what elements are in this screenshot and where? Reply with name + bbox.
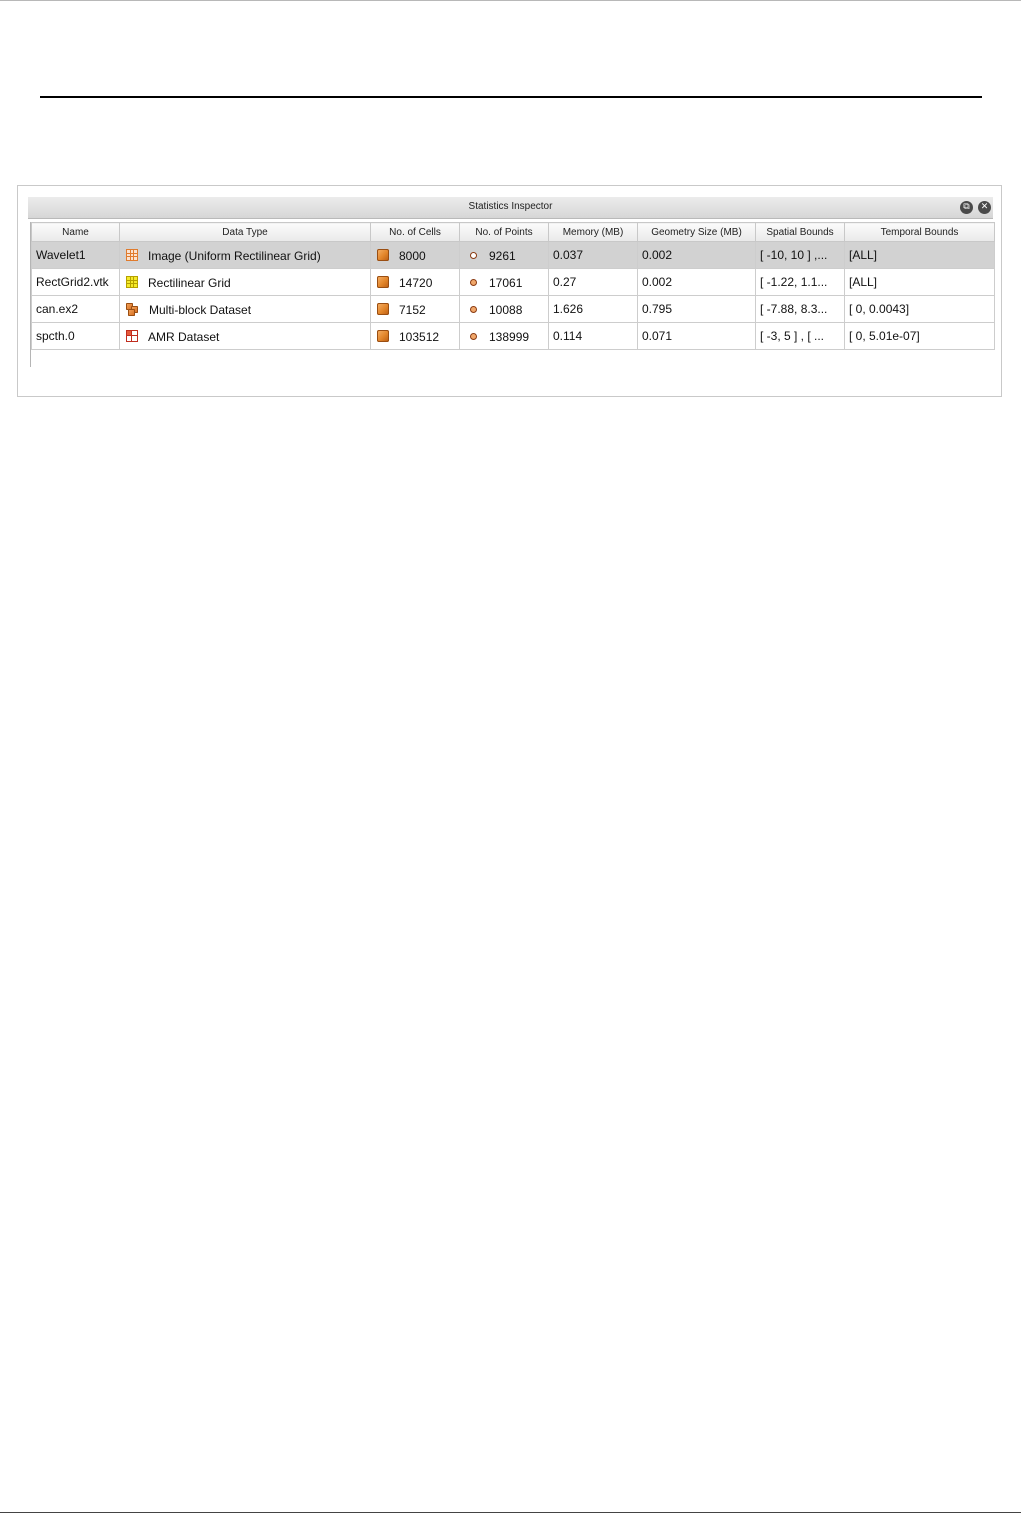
cell-name: RectGrid2.vtk xyxy=(32,269,120,296)
cell-memory: 0.114 xyxy=(549,323,638,350)
column-header-temporal-bounds[interactable]: Temporal Bounds xyxy=(845,223,995,242)
amr-dataset-icon xyxy=(126,330,138,342)
panel-titlebar[interactable] xyxy=(28,197,993,219)
point-icon xyxy=(470,252,477,259)
cell-temporal-bounds: [ALL] xyxy=(845,242,995,269)
cell-data-type xyxy=(120,323,371,350)
cell-data-type xyxy=(120,269,371,296)
page-bottom-border xyxy=(0,1512,1021,1513)
table-row[interactable] xyxy=(32,296,995,323)
cell-spatial-bounds: [ -1.22, 1.1... xyxy=(756,269,845,296)
cell-memory: 1.626 xyxy=(549,296,638,323)
rectilinear-grid-icon xyxy=(126,276,138,288)
cell-points xyxy=(460,269,549,296)
cell-name: can.ex2 xyxy=(32,296,120,323)
cell-temporal-bounds: [ALL] xyxy=(845,269,995,296)
multiblock-icon xyxy=(126,303,139,316)
cell-geometry-size: 0.002 xyxy=(638,269,756,296)
cell-geometry-size: 0.002 xyxy=(638,242,756,269)
statistics-table-area xyxy=(30,222,994,367)
cell-geometry-size: 0.071 xyxy=(638,323,756,350)
table-header-row xyxy=(32,223,995,242)
cell-memory: 0.037 xyxy=(549,242,638,269)
cell-temporal-bounds: [ 0, 0.0043] xyxy=(845,296,995,323)
cell-cube-icon xyxy=(377,249,389,261)
cell-cells xyxy=(371,242,460,269)
cell-cells xyxy=(371,296,460,323)
data-type-label: Image (Uniform Rectilinear Grid) xyxy=(148,248,321,263)
column-header-spatial-bounds[interactable]: Spatial Bounds xyxy=(756,223,845,242)
points-value: 10088 xyxy=(489,302,523,317)
cells-value: 7152 xyxy=(399,302,426,317)
points-value: 17061 xyxy=(489,275,523,290)
table-row[interactable] xyxy=(32,242,995,269)
cell-points xyxy=(460,242,549,269)
column-header-memory[interactable]: Memory (MB) xyxy=(549,223,638,242)
column-header-name[interactable]: Name xyxy=(32,223,120,242)
image-grid-icon xyxy=(126,249,138,261)
cell-data-type xyxy=(120,242,371,269)
cell-name: Wavelet1 xyxy=(32,242,120,269)
points-value: 9261 xyxy=(489,248,516,263)
close-icon[interactable]: ✕ xyxy=(978,201,991,214)
cell-cells xyxy=(371,323,460,350)
table-row[interactable] xyxy=(32,323,995,350)
panel-title: Statistics Inspector xyxy=(468,201,553,212)
points-value: 138999 xyxy=(489,329,530,344)
cell-data-type xyxy=(120,296,371,323)
cell-geometry-size: 0.795 xyxy=(638,296,756,323)
point-icon xyxy=(470,279,477,286)
cell-spatial-bounds: [ -3, 5 ] , [ ... xyxy=(756,323,845,350)
cell-spatial-bounds: [ -7.88, 8.3... xyxy=(756,296,845,323)
data-type-label: Multi-block Dataset xyxy=(149,302,252,317)
point-icon xyxy=(470,306,477,313)
cell-temporal-bounds: [ 0, 5.01e-07] xyxy=(845,323,995,350)
cell-name: spcth.0 xyxy=(32,323,120,350)
table-row[interactable] xyxy=(32,269,995,296)
cell-memory: 0.27 xyxy=(549,269,638,296)
cells-value: 8000 xyxy=(399,248,426,263)
header-rule xyxy=(40,96,982,98)
cell-spatial-bounds: [ -10, 10 ] ,... xyxy=(756,242,845,269)
cell-cube-icon xyxy=(377,276,389,288)
column-header-cells[interactable]: No. of Cells xyxy=(371,223,460,242)
cell-cells xyxy=(371,269,460,296)
cell-points xyxy=(460,323,549,350)
cell-cube-icon xyxy=(377,303,389,315)
point-icon xyxy=(470,333,477,340)
cells-value: 103512 xyxy=(399,329,440,344)
figure-frame xyxy=(17,185,1002,397)
column-header-geometry-size[interactable]: Geometry Size (MB) xyxy=(638,223,756,242)
statistics-table xyxy=(31,222,995,350)
statistics-inspector-panel xyxy=(28,197,993,367)
cell-cube-icon xyxy=(377,330,389,342)
restore-icon[interactable]: ⧉ xyxy=(960,201,973,214)
data-type-label: Rectilinear Grid xyxy=(148,275,231,290)
page-top-border xyxy=(0,0,1021,1)
column-header-points[interactable]: No. of Points xyxy=(460,223,549,242)
cells-value: 14720 xyxy=(399,275,433,290)
cell-points xyxy=(460,296,549,323)
column-header-data-type[interactable]: Data Type xyxy=(120,223,371,242)
data-type-label: AMR Dataset xyxy=(148,329,220,344)
